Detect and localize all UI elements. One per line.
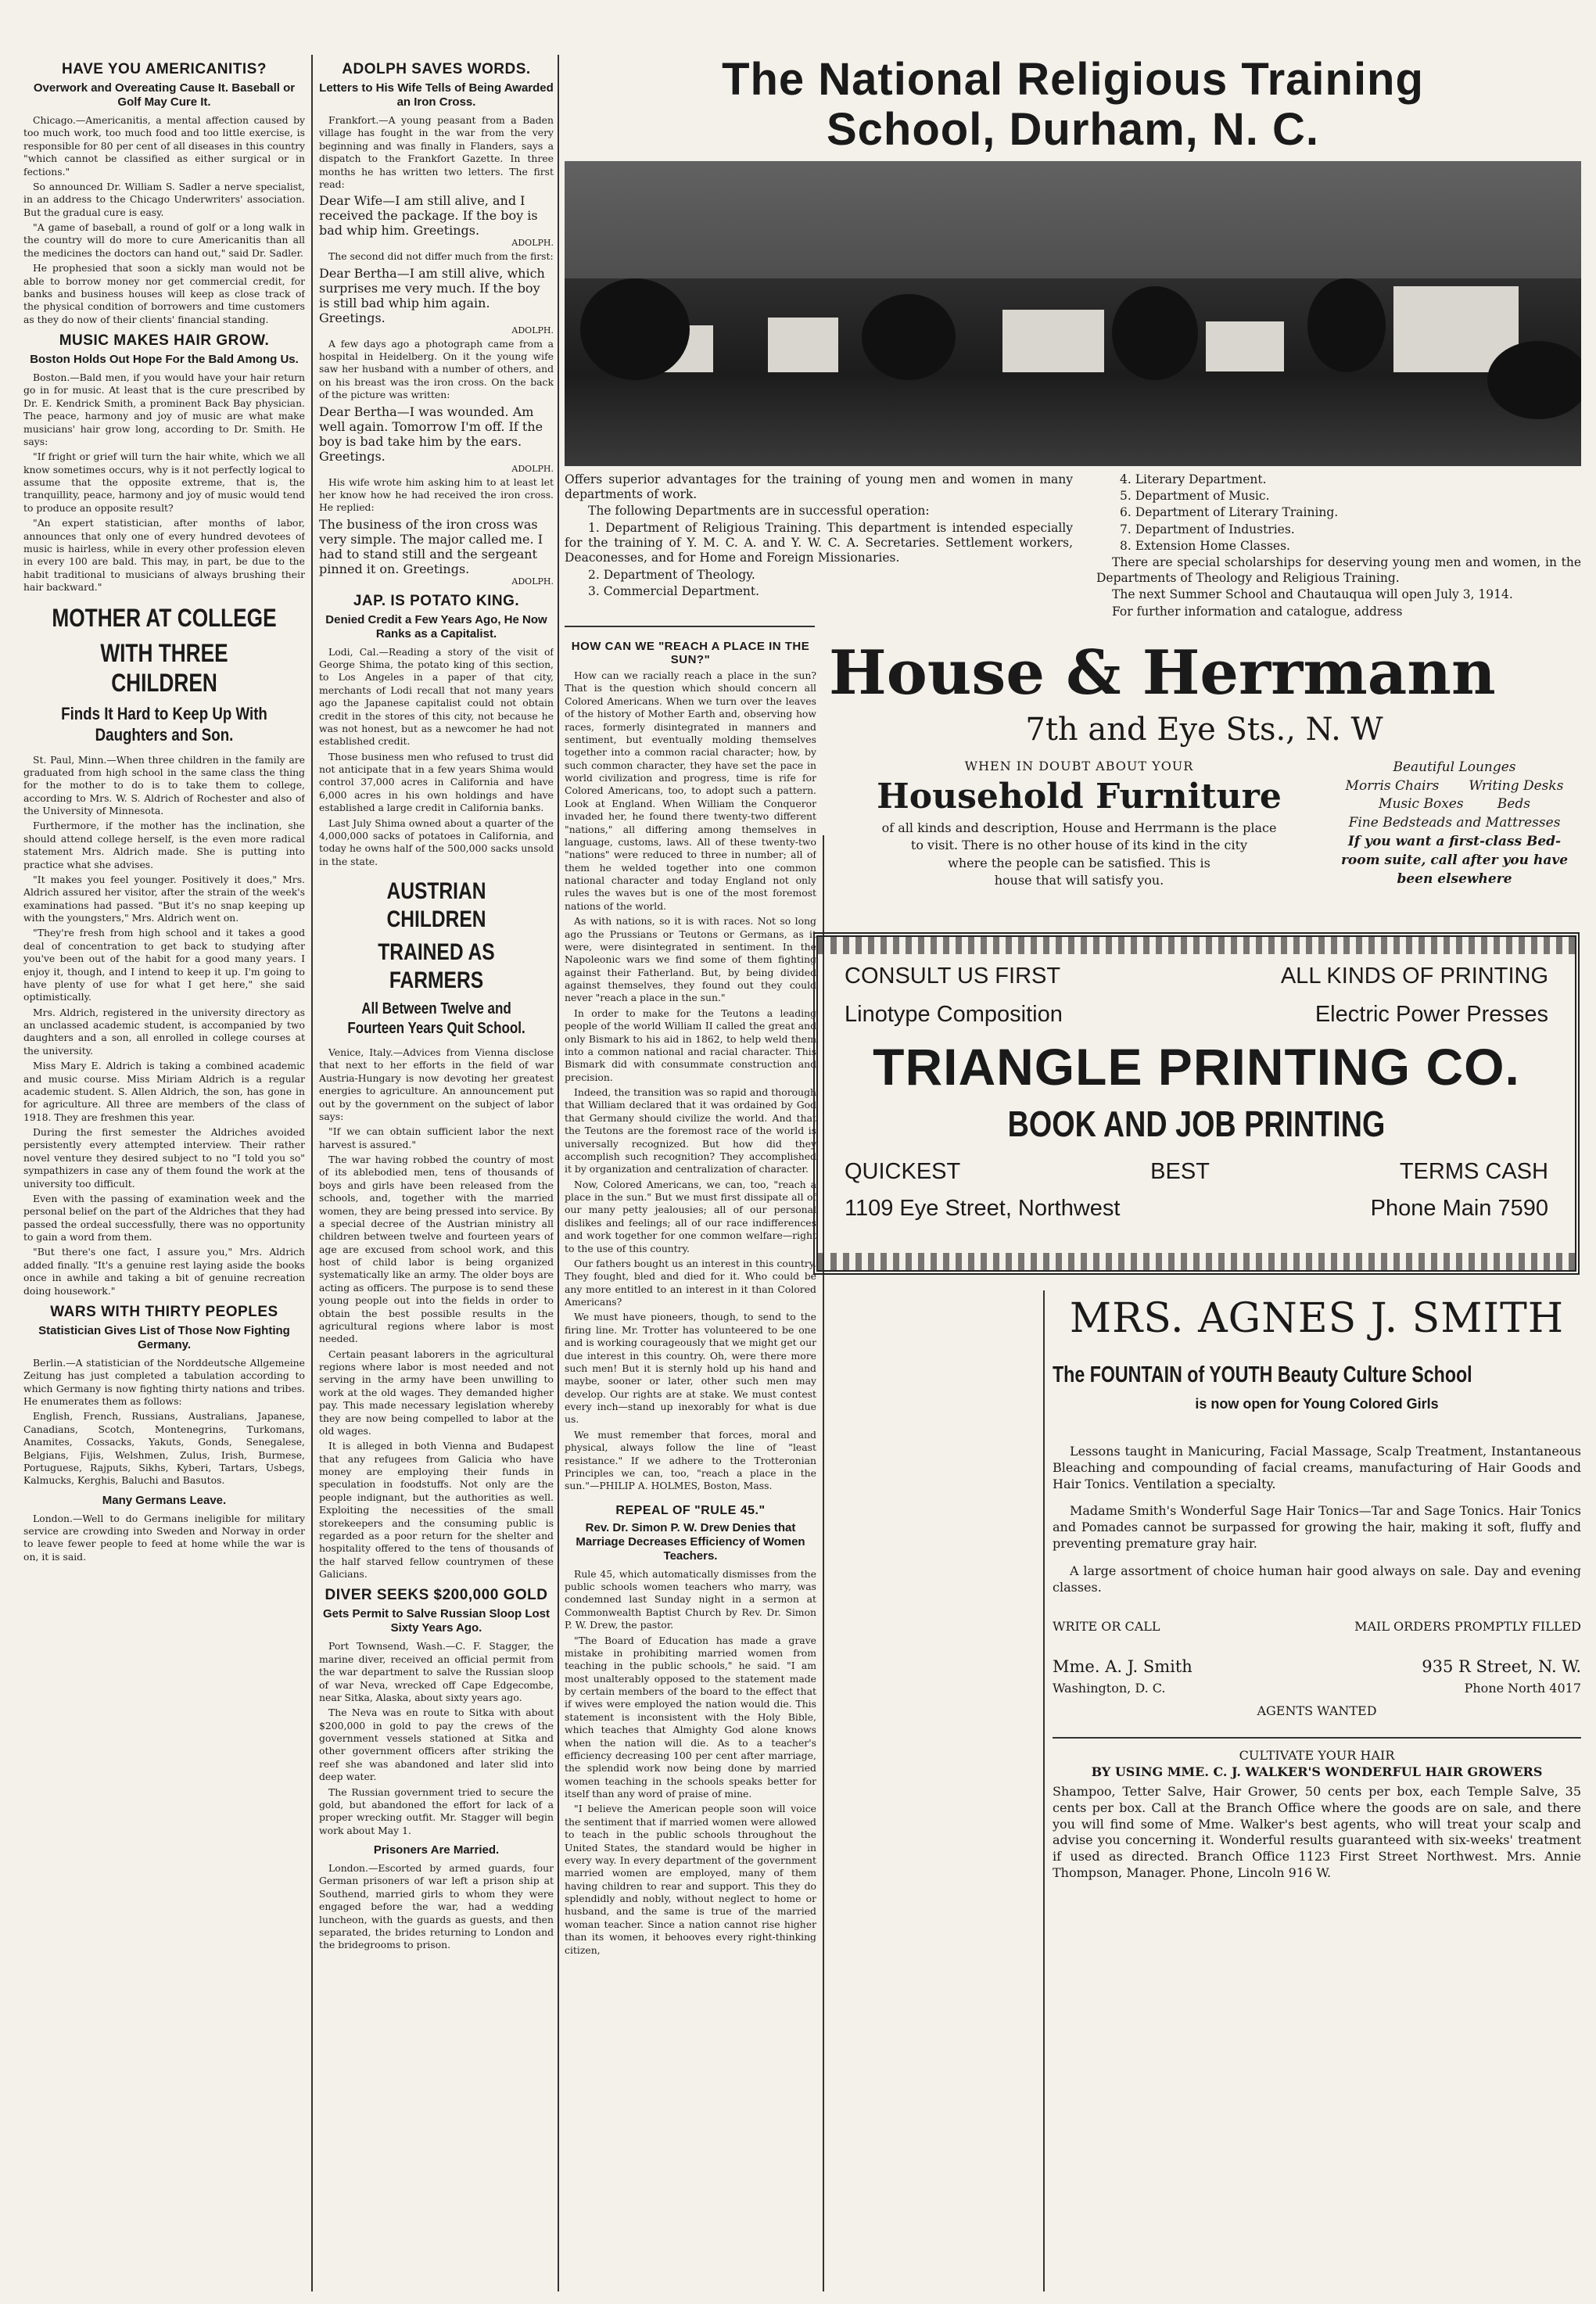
house-herrmann-desc: house that will satisfy you.: [994, 873, 1164, 888]
article-paragraph: During the first semester the Aldriches avoided persistently every attempted interview. Their rather novel venture they desired subject to no "I told you so" sympathizers in case any of them found the work at the university too difficult.: [23, 1126, 305, 1190]
wars-headline: WARS WITH THIRTY PEOPLES: [50, 1303, 278, 1320]
religious-text: The following Departments are in successful operation:: [588, 504, 930, 519]
article-paragraph: Berlin.—A statistician of the Norddeutsche Allgemeine Zeitung has just completed a tabulation according to which Germany is now fighting thirty nations and tribes. He enumerates them as follows:: [23, 1356, 305, 1408]
article-paragraph: Frankfort.—A young peasant from a Baden village has fought in the war from the very beginning and was finally in Flanders, says a dispatch to the Frankfort Gazette. In three months he has written two letters. The first read:: [319, 114, 554, 190]
repeal-subhead: Rev. Dr. Simon P. W. Drew Denies that Marriage Decreases Efficiency of Women Teachers.: [576, 1520, 805, 1563]
house-herrmann-desc: to visit. There is no other house of its kind in the city: [910, 838, 1248, 853]
article-paragraph: Even with the passing of examination week and the personal belief on the part of the Aldriches that they had passed the ordeal successfully, there was no opportunity to gain a word from them.: [23, 1192, 305, 1244]
article-paragraph: Miss Mary E. Aldrich is taking a combined academic and music course. Miss Miriam Aldrich is a regular academic student. S. Allen Aldrich, the son, has gone in for agriculture. All three are members of the class of 1918. They are freshmen this year.: [23, 1060, 305, 1123]
hair-headline: MUSIC MAKES HAIR GROW.: [59, 332, 270, 349]
jap-headline: JAP. IS POTATO KING.: [353, 592, 520, 609]
letter-text: Dear Bertha—I am still alive, which surprises me very much. If the boy is still bad whip him again. Greetings.: [319, 265, 545, 325]
article-paragraph: A few days ago a photograph came from a hospital in Heidelberg. On it the young wife saw her husband with a number of others, and on his breast was the iron cross. On the back of the picture was written:: [319, 337, 554, 401]
walker-ad: [1053, 1737, 1581, 1881]
article-paragraph: Certain peasant laborers in the agricultural regions where labor is most needed and not serving in the army have been unwilling to work at the old wages. They demanded higher pay. This made necessary legislation whereby they are now being compelled to labor at the old wages.: [319, 1348, 554, 1437]
walker-text: Shampoo, Tetter Salve, Hair Grower, 50 cents per box, each Temple Salve, 35 cents per box. Call at the Branch Office where the goods are on sale, and there you will find some of Mme. Walker's best agents, who will treat your scalp and advise you concerning it. Wonderful results guaranteed with six-weeks' treatment if used as directed. Branch Office 1123 First Street Northwest. Mrs. Annie Thompson, Manager. Phone, Lincoln 916 W.: [1053, 1783, 1581, 1880]
adolph-headline: ADOLPH SAVES WORDS.: [342, 61, 531, 77]
letter-text: Dear Wife—I am still alive, and I received the package. If the boy is bad whip him. Greetings.: [319, 193, 538, 239]
walker-cultivate: CULTIVATE YOUR HAIR: [1239, 1748, 1395, 1764]
house-herrmann-item: If you want a first-class Bed-room suite, call after you have been elsewhere: [1340, 834, 1569, 887]
article-paragraph: "They're fresh from high school and it takes a good deal of concentration to get back to studying after you've been out of the habit for a good many years. I enjoy it, though, and I intend to keep it up. I'm going to have plenty of use for what I get here," she said optimistically.: [23, 927, 305, 1003]
article-paragraph: In order to make for the Teutons a leading people of the world William II called the great and only Bismark to his aid in 1862, to help weld them into a common national and racial character. This Bismark did with consummate construction and precision.: [565, 1007, 816, 1083]
walker-by: BY USING MME. C. J. WALKER'S WONDERFUL HAIR GROWERS: [1091, 1764, 1543, 1780]
article-paragraph: The Russian government tried to secure the gold, but abandoned the effort for lack of a proper wrecking outfit. Mr. Stagger will begin work about May 1.: [319, 1785, 554, 1836]
article-paragraph: The Neva was en route to Sitka with about $200,000 in gold to pay the crews of the government vessels stationed at Sitka and other government officers after striking the reef she was abandoned and later slid into deep water.: [319, 1706, 554, 1783]
religious-text: For further information and catalogue, address: [1112, 604, 1403, 619]
article-paragraph: Boston.—Bald men, if you would have your hair return go in for music. At least that is the cure prescribed by Dr. E. Kendrick Smith, a prominent Back Bay physician. The peace, harmony and joy of music are what make musicians' hair grow long, according to Dr. Smith. He says:: [23, 371, 305, 447]
article-paragraph: We must remember that forces, moral and physical, always follow the line of "least resistance." If we adhere to the Trotteronian Principles we can, too, "reach a place in the sun."—PHILIP A. HOLMES, Boston, Mass.: [565, 1428, 816, 1492]
house-herrmann-furniture: Household Furniture: [877, 776, 1282, 816]
mother-headline-1: MOTHER AT COLLEGE: [52, 604, 277, 633]
article-paragraph: English, French, Russians, Australians, Japanese, Canadians, Scotch, Montenegrins, Turkomans, Anamites, Cossacks, Yakuts, Gonds, Senegalese, Belgians, Fijis, Welshmen, Zulus, Irish, Burmese, Portuguese, Rajputs, Sikhs, Kyberi, Tartars, Usbegs, Kalmucks, Kerghis, Baluchi and Basutos.: [23, 1410, 305, 1487]
smith-street: 935 R Street, N. W.: [1422, 1657, 1581, 1677]
house-herrmann-item: Fine Bedsteads and Mattresses: [1348, 815, 1561, 831]
article-paragraph: Venice, Italy.—Advices from Vienna disclose that next to her efforts in the field of war Austria-Hungary is now devoting her greatest energies to agriculture. An announcement put out by the government on the subject of labor says:: [319, 1046, 554, 1122]
austrian-subhead: All Between Twelve and Fourteen Years Quit School.: [347, 1000, 525, 1037]
article-paragraph: Port Townsend, Wash.—C. F. Stagger, the marine diver, received an official permit from the war department to salve the Russian sloop of war Neva, wrecked off Cape Edgecombe, near Sitka, Alaska, about sixty years ago.: [319, 1640, 554, 1703]
article-paragraph: It is alleged in both Vienna and Budapest that any refugees from Galicia who have money are employing their funds in speculation in foodstuffs. Not only are the people indignant, but the authorities as well. Exploiting the necessities of the small storekeepers and the consuming public is regarded as a poor return for the shelter and hospitality offered to the tens of thousands of the half starved fellow countrymen of these Galicians.: [319, 1440, 554, 1580]
article-paragraph: "If we can obtain sufficient labor the next harvest is assured.": [319, 1125, 554, 1150]
adolph-subhead: Letters to His Wife Tells of Being Awarded an Iron Cross.: [319, 81, 554, 109]
article-paragraph: Mrs. Aldrich, registered in the university directory as an unclassed academic student, is accompanied by two daughters and a son, all enrolled in college courses at the university.: [23, 1006, 305, 1057]
triangle-book: BOOK AND JOB PRINTING: [1007, 1104, 1386, 1144]
mother-subhead: Finds It Hard to Keep Up With Daughters and Son.: [61, 703, 267, 745]
smith-agents: AGENTS WANTED: [1257, 1703, 1377, 1719]
smith-fountain: The FOUNTAIN of YOUTH Beauty Culture School: [1053, 1362, 1472, 1387]
religious-department-7: 7. Department of Industries.: [1120, 522, 1295, 537]
germans-headline: Many Germans Leave.: [102, 1493, 227, 1507]
religious-text: The next Summer School and Chautauqua will open July 3, 1914.: [1112, 587, 1513, 602]
column-rule: [558, 55, 559, 2291]
prisoners-headline: Prisoners Are Married.: [373, 1843, 500, 1857]
adolph-body: [319, 114, 554, 587]
repeal-headline: REPEAL OF "RULE 45.": [615, 1503, 766, 1517]
article-paragraph: Rule 45, which automatically dismisses from the public schools women teachers who marry, was condemned last Sunday night in a sermon at Commonwealth Baptist Church by Rev. Dr. Simon P. W. Drew, the pastor.: [565, 1567, 816, 1631]
smith-mail: MAIL ORDERS PROMPTLY FILLED: [1354, 1619, 1581, 1635]
article-paragraph: Indeed, the transition was so rapid and thorough that William declared that it was ordained by God that Germany should civilize the world. And that the Teutons are the foremost race of the world is universally recognized. But how did they accomplish such recognition? They accomplished it by organization and centralization of character.: [565, 1086, 816, 1175]
letter-signature: ADOLPH.: [511, 238, 554, 249]
article-paragraph: Chicago.—Americanitis, a mental affection caused by too much work, too much food and too little exercise, is responsible for 80 per cent of all diseases in this country "which cannot be classified as either surgical or in fections.": [23, 114, 305, 178]
article-paragraph: His wife wrote him asking him to at least let her know how he had received the iron cross. He replied:: [319, 476, 554, 514]
americanitis-subhead: Overwork and Overeating Cause It. Baseball or Golf May Cure It.: [33, 81, 296, 109]
religious-school-title-2: School, Durham, N. C.: [826, 103, 1320, 155]
smith-title: MRS. AGNES J. SMITH: [1069, 1295, 1565, 1342]
house-herrmann-item: Beautiful Lounges: [1393, 759, 1516, 775]
religious-department-3: 3. Commercial Department.: [588, 584, 760, 599]
triangle-phone: Phone Main 7590: [1370, 1196, 1548, 1221]
triangle-allkinds: ALL KINDS OF PRINTING: [1280, 964, 1548, 989]
diver-headline: DIVER SEEKS $200,000 GOLD: [325, 1587, 548, 1604]
article-paragraph: "It makes you feel younger. Positively it does," Mrs. Aldrich assured her visitor, after the strain of the week's examinations had passed. "But it's no snap keeping up with the youngsters," Mrs. Aldrich went on.: [23, 873, 305, 924]
letter-text: The business of the iron cross was very simple. The major called me. I had to stand still and the sergeant pinned it on. Greetings.: [319, 516, 543, 576]
triangle-address: 1109 Eye Street, Northwest: [845, 1196, 1121, 1221]
article-paragraph: "An expert statistician, after months of labor, announces that only one of every hundred devotees of music is hairless, while in every other profession eleven in every 100 are bald. This may, in part, be due to the habit traditional to musicians of always brushing their hair backward.": [23, 517, 305, 593]
article-paragraph: Now, Colored Americans, we can, too, "reach a place in the sun." But we must first dissipate all of our many petty jealousies; all of our personal dislikes and feelings; all of our race indifferences and work together for one common welfare—right to the use of this country.: [565, 1178, 816, 1254]
column-rule: [1043, 1290, 1045, 2291]
house-herrmann-item: Music Boxes Beds: [1379, 796, 1530, 813]
smith-name: Mme. A. J. Smith: [1053, 1657, 1193, 1677]
religious-school-ad: [565, 55, 1581, 618]
religious-department-2: 2. Department of Theology.: [588, 567, 755, 582]
smith-ad: [1053, 1289, 1581, 2282]
article-paragraph: Those business men who refused to trust did not anticipate that in a few years Shima would control 37,000 acres in California and have 6,000 acres in his own holdings and have established a large credit in California banks.: [319, 750, 554, 814]
section-rule: [565, 626, 815, 627]
reach-headline: HOW CAN WE "REACH A PLACE IN THE SUN?": [571, 640, 810, 666]
column-3: [565, 633, 816, 2291]
austrian-headline-2: TRAINED AS FARMERS: [378, 939, 495, 993]
article-paragraph: So announced Dr. William S. Sadler a nerve specialist, in an address to the Chicago Underwriters' association. But the gradual cure is easy.: [23, 180, 305, 218]
religious-text: Offers superior advantages for the training of young men and women in many departments of work.: [565, 472, 1073, 501]
ornamental-border: [818, 937, 1575, 954]
article-paragraph: The second did not differ much from the first:: [328, 250, 554, 263]
americanitis-headline: HAVE YOU AMERICANITIS?: [62, 61, 267, 77]
religious-department-1: 1. Department of Religious Training. This department is intended especially for the training of Y. M. C. A. and Y. W. C. A. Secretaries. Settlement workers, Deaconesses, and for Home and Foreign Missionaries.: [565, 520, 1073, 565]
article-paragraph: Lodi, Cal.—Reading a story of the visit of George Shima, the potato king of this section, to Los Angeles in a paper of that city, merchants of Lodi recall that not many years ago the Japanese capitalist could not obtain credit in the stores of this city, not because he was not honest, but as a newcomer he had not established credit.: [319, 645, 554, 748]
triangle-consult: CONSULT US FIRST: [845, 964, 1061, 989]
smith-phone: Phone North 4017: [1464, 1681, 1581, 1696]
house-herrmann-item: Morris Chairs Writing Desks: [1345, 777, 1564, 794]
article-paragraph: "A game of baseball, a round of golf or a long walk in the country will do more to cure Americanitis than all the medicines the doctors can hand out," said Dr. Sadler.: [23, 221, 305, 259]
article-paragraph: London.—Well to do Germans ineligible for military service are crowding into Sweden and Norway in order to leave fewer people to feed at home while the war is on, it is said.: [23, 1512, 305, 1563]
triangle-quickest: QUICKEST: [845, 1159, 961, 1184]
triangle-name: TRIANGLE PRINTING CO.: [873, 1038, 1520, 1096]
smith-paragraph: Lessons taught in Manicuring, Facial Massage, Scalp Treatment, Instantaneous Bleaching and compounding of facial creams, manufacturing of Hair Goods and Hair Tonics. Ventilation a specialty.: [1053, 1444, 1581, 1491]
article-paragraph: The war having robbed the country of most of its ablebodied men, tens of thousands of boys and girls have been released from the schools, and, together with the married women, they are being pressed into service. By a special decree of the Austrian ministry all children between twelve and fourteen years of age are excused from school work, and this host of child labor is being organized systematically like an army. The older boys are acting as officers. The purpose is to send these young people out into the fields in order to obtain the best possible results in the agricultural regions where labor is most needed.: [319, 1154, 554, 1345]
house-herrmann-desc: of all kinds and description, House and Herrmann is the place: [881, 820, 1277, 835]
ornamental-border: [818, 1253, 1575, 1270]
religious-department-8: 8. Extension Home Classes.: [1120, 539, 1290, 554]
diver-subhead: Gets Permit to Salve Russian Sloop Lost Sixty Years Ago.: [322, 1607, 551, 1635]
article-paragraph: "The Board of Education has made a grave mistake in prohibiting married women from teaching in the public schools," he said. "I am most unalterably opposed to the statement made by certain members of the board to the effect that if wives were employed the nation would die. This statement is inconsistent with the Holy Bible, which teaches that Almighty God alone knows when the nation will die. As to a teacher's efficiency decreasing 100 per cent after marriage, the splendid work now being done by married women teaching in the schools speaks better for itself than any word of praise of mine.: [565, 1634, 816, 1800]
column-2: [319, 55, 554, 2291]
column-4: [829, 1290, 1034, 2291]
religious-department-4: 4. Literary Department.: [1120, 472, 1267, 486]
triangle-printing-ad: [813, 932, 1580, 1275]
religious-department-6: 6. Department of Literary Training.: [1120, 505, 1339, 520]
religious-department-5: 5. Department of Music.: [1120, 488, 1270, 503]
article-paragraph: "I believe the American people soon will voice the sentiment that if married women were allowed to teach in the public schools throughout the United States, the standard would be higher in every way. In every department of the government married women are employed, many of them having children to rear and support. This they do splendidly and nobly, without neglect to home or husband, and the same is true of the married woman teacher. Since a nation cannot rise higher than its women, it behooves every right-thinking citizen,: [565, 1803, 816, 1956]
column-1: [23, 55, 305, 2291]
article-paragraph: How can we racially reach a place in the sun? That is the question which should concern all Colored Americans. When we turn over the leaves of the history of Mother Earth and, observing how races, formerly disintegrated in manners and sentiment, but eventually molding themselves together into a common racial character; how, by such common character, they have set the pace in world civilization and progress, time is rife for Colored Americans, too, to adopt such a pattern. Look at England. When William the Conqueror invaded her, he found there twenty-two different "nations," all differing among themselves in language, customs, laws. All of these twenty-two "nations" were reduced to three in number; all of them he welded together into one common national character and today England not only rules the waves but is one of the most foremost nations of the world.: [565, 669, 816, 912]
wars-subhead: Statistician Gives List of Those Now Fighting Germany.: [38, 1323, 290, 1351]
article-paragraph: London.—Escorted by armed guards, four German prisoners of war left a prison ship at Southend, married girls to whom they were engaged before the war, had a wedding luncheon, with the guards as guests, and then separated, the brides returning to London and the bridegrooms to prison.: [319, 1862, 554, 1951]
religious-text: There are special scholarships for deserving young men and women, in the Departments of Theology and Religious Training.: [1096, 555, 1581, 585]
triangle-linotype: Linotype Composition: [845, 1002, 1063, 1027]
column-rule: [311, 55, 313, 2291]
house-herrmann-address: 7th and Eye Sts., N. W: [1025, 711, 1383, 748]
smith-write: WRITE OR CALL: [1053, 1619, 1160, 1635]
campus-photo: [565, 161, 1581, 466]
article-paragraph: We must have pioneers, though, to send to the firing line. Mr. Trotter has volunteered to be one and is working courageously that we might get our due interest in this country. Oh, were there more such men! But it is sternly hold up his hand and maybe, sooner or later, other such men may develop. Our rights are at stake. We must contest every inch—stand up inexorably for what is due us.: [565, 1311, 816, 1426]
house-herrmann-doubt: WHEN IN DOUBT ABOUT YOUR: [964, 758, 1194, 773]
smith-open: is now open for Young Colored Girls: [1195, 1396, 1439, 1412]
house-herrmann-ad: [829, 637, 1580, 938]
article-paragraph: "If fright or grief will turn the hair white, which we all know sometimes occurs, why is it not perfectly logical to assume that the opposite extreme, that is, the tranquillity, peace, harmony and joy of music would tend to produce an opposite result?: [23, 450, 305, 514]
letter-signature: ADOLPH.: [511, 463, 554, 474]
mother-headline-2: WITH THREE CHILDREN: [100, 638, 228, 698]
religious-school-title-1: The National Religious Training: [722, 54, 1424, 105]
house-herrmann-title: House & Herrmann: [829, 637, 1496, 709]
article-paragraph: Our fathers bought us an interest in this country. They fought, bled and died for it. Who could be any more entitled to an interest in it than Colored Americans?: [565, 1257, 816, 1308]
article-paragraph: He prophesied that soon a sickly man would not be able to borrow money nor get commercial credit, for banks and business houses will keep as close track of the physical condition of borrowers and time customers as they do now of their clients' financial standing.: [23, 262, 305, 325]
triangle-best: BEST: [1150, 1159, 1210, 1184]
letter-signature: ADOLPH.: [511, 325, 554, 336]
hair-subhead: Boston Holds Out Hope For the Bald Among Us.: [30, 353, 299, 366]
letter-text: Dear Bertha—I was wounded. Am well again. Tomorrow I'm off. If the boy is bad take him by the ears. Greetings.: [319, 404, 543, 464]
article-paragraph: "But there's one fact, I assure you," Mrs. Aldrich added finally. "It's a genuine rest laying aside the books once in awhile and taking a bit of genuine recreation doing housework.": [23, 1246, 305, 1297]
austrian-headline-1: AUSTRIAN CHILDREN: [386, 878, 486, 932]
article-paragraph: St. Paul, Minn.—When three children in the family are graduated from high school in the same class the thing for the mother to do is to take them to college, according to Mrs. W. S. Aldrich of Rochester and also of the University of Minnesota.: [23, 753, 305, 817]
house-herrmann-desc: where the people can be satisfied. This is: [948, 855, 1210, 870]
letter-signature: ADOLPH.: [511, 576, 554, 587]
triangle-electric: Electric Power Presses: [1314, 1002, 1548, 1027]
article-paragraph: Last July Shima owned about a quarter of the 4,000,000 sacks of potatoes in California, and today he owns half of the 500,000 sacks unsold in the state.: [319, 816, 554, 867]
triangle-terms: TERMS CASH: [1399, 1159, 1548, 1184]
article-paragraph: Furthermore, if the mother has the inclination, she should attend college herself, is the even more radical statement Mrs. Aldrich made. She is putting into practice what she advises.: [23, 820, 305, 870]
jap-subhead: Denied Credit a Few Years Ago, He Now Ranks as a Capitalist.: [325, 612, 547, 641]
smith-paragraph: Madame Smith's Wonderful Sage Hair Tonics—Tar and Sage Tonics. Hair Tonics and Pomades cannot be surpassed for growing the hair, making it soft, fluffy and preventing premature gray hair.: [1053, 1503, 1581, 1551]
smith-paragraph: A large assortment of choice human hair good always on sale. Day and evening classes.: [1053, 1563, 1581, 1595]
smith-city: Washington, D. C.: [1053, 1681, 1166, 1696]
article-paragraph: As with nations, so it is with races. Not so long ago the Prussians or Teutons or Germans, as it were, were disintegrated in sentiment. In the Napoleonic wars we find some of them fighting against their Fatherland. But, by being divided against themselves, they found out they could never "reach a place in the sun.": [565, 915, 816, 1004]
